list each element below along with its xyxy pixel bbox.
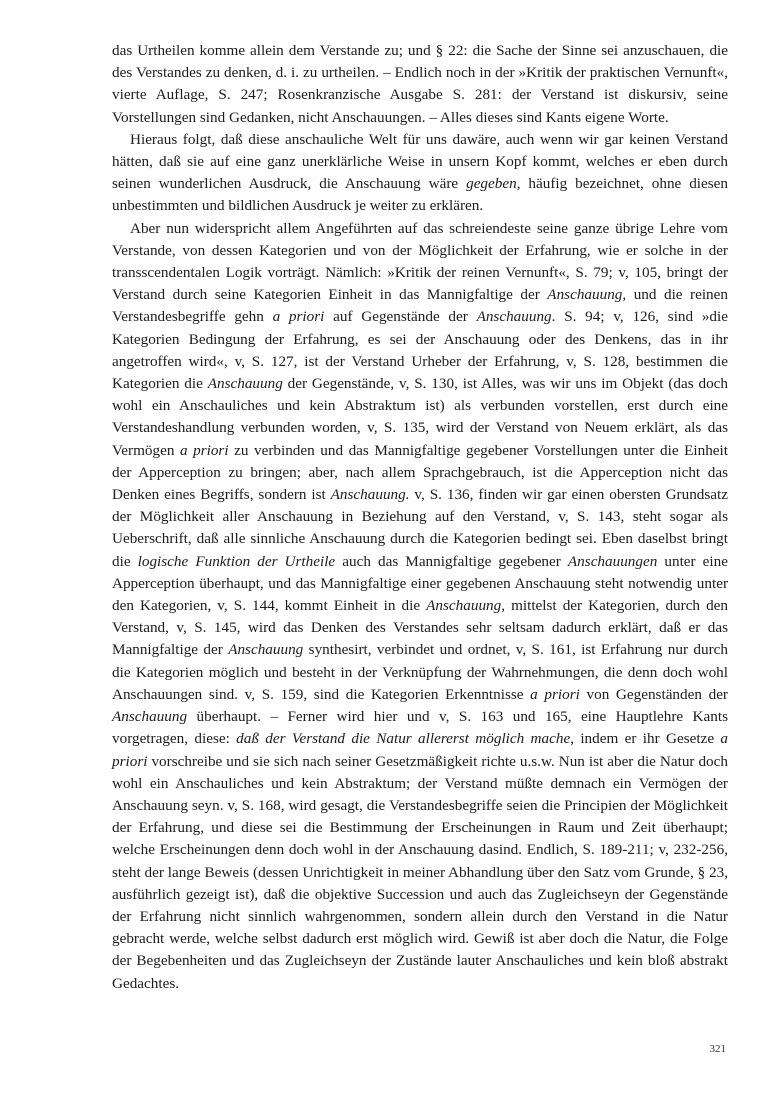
text-run: , häufig bezeichnet, ohne diesen unbestimmten und bildlichen Ausdruck je weiter zu erklären.	[112, 175, 728, 215]
text-run: vorschreibe und sie sich nach seiner Gesetzmäßigkeit richte u.s.w. Nun ist aber die Natur doch wohl ein Anschauliches und kein Abstraktum; der Verstand müßte demnach ein Vermögen der Anschauung seyn. v, S. 168, wird gesagt, die Verstandesbegriffe seien die Principien der Möglichkeit der Erfahrung, und diese sei die Bestimmung der Erscheinungen in Raum und Zeit überhaupt; welche Erscheinungen denn doch wohl in der Anschauung dasind. Endlich, S. 189-211; v, 232-256, steht der lange Beweis (dessen Unrichtigkeit in meiner Abhandlung über den Satz vom Grunde, § 23, ausführlich gezeigt ist), daß die objektive Succession und auch das Zugleichseyn der Gegenstände der Erfahrung nicht sinnlich wahrgenommen, sondern allein durch den Verstand in die Natur gebracht werde, welche selbst dadurch erst möglich wird. Gewiß ist aber doch die Natur, die Folge der Begebenheiten und das Zugleichseyn der Zustände lauter Anschauliches und kein bloß abstrakt Gedachtes.	[112, 752, 728, 992]
italic-text: Anschauung	[476, 308, 552, 326]
text-run: überhaupt. – Ferner wird hier und v, S. 163 und 165, eine Hauptlehre Kants vorgetragen, diese:	[112, 708, 728, 748]
italic-text: Anschauung.	[330, 486, 410, 504]
text-run: v, S. 136, finden wir gar einen obersten Grundsatz der Möglichkeit aller Anschauung in Beziehung auf den Verstand, v, S. 143, steht sogar als Ueberschrift, daß alle sinnliche Anschauung durch die Kategorien bedingt sei. Eben daselbst bringt die	[112, 486, 728, 570]
page-body	[112, 40, 728, 995]
paragraph-3	[112, 218, 728, 995]
italic-text: Anschauung	[228, 641, 304, 659]
text-run: Hieraus folgt, daß diese anschauliche Welt für uns dawäre, auch wenn wir gar keinen Verstand hätten, daß sie auf eine ganz unerklärliche Weise in unsern Kopf kommt, welches er eben durch seinen wunderlichen Ausdruck, die Anschauung wäre	[112, 130, 728, 193]
text-run: zu verbinden und das Mannigfaltige gegebener Vorstellungen unter die Einheit der Apperception zu bringen; aber, nach allem Sprachgebrauch, ist die Apperception nicht das Denken eines Begriffs, sondern ist	[112, 441, 728, 504]
text-run: synthesirt, verbindet und ordnet, v, S. 161, ist Erfahrung nur durch die Kategorien möglich und besteht in der Verknüpfung der Wahrnehmungen, die denn doch wohl Anschauungen sind. v, S. 159, sind die Kategorien Erkenntnisse	[112, 641, 728, 703]
italic-text: a priori	[530, 685, 580, 703]
text-run: Aber nun widerspricht allem Angeführten auf das schreiendeste seine ganze übrige Lehre vom Verstande, von dessen Kategorien und von der Möglichkeit der Erfahrung, wie er solche in der transscendentalen Logik vorträgt. Nämlich: »Kritik der reinen Vernunft«, S. 79; v, 105, bringt der Verstand durch seine Kategorien Einheit in das Mannigfaltige der	[112, 219, 728, 304]
text-run: auf Gegenstände der	[324, 308, 477, 326]
italic-text: a priori	[179, 441, 229, 459]
italic-text: gegeben	[466, 175, 517, 193]
italic-text: logische Funktion der Urtheile	[137, 552, 336, 570]
text-run: , und die reinen Verstandesbegriffe gehn	[112, 286, 728, 326]
italic-text: Anschauung	[547, 286, 623, 304]
text-run: . S. 94; v, 126, sind »die Kategorien Bedingung der Erfahrung, es sei der Anschauung oder des Denkens, das in ihr angetroffen wird«, v, S. 127, ist der Verstand Urheber der Erfahrung, v, S. 128, bestimmen die Kategorien die	[112, 308, 728, 393]
text-run: das Urtheilen komme allein dem Verstande zu; und § 22: die Sache der Sinne sei anzuschauen, die des Verstandes zu denken, d. i. zu urtheilen. – Endlich noch in der »Kritik der praktischen Vernunft«, vierte Auflage, S. 247; Rosenkranzische Ausgabe S. 281: der Verstand ist diskursiv, seine Vorstellungen sind Gedanken, nicht Anschauungen. – Alles dieses sind Kants eigene Worte.	[112, 42, 728, 126]
italic-text: a priori	[112, 730, 728, 770]
italic-text: Anschauung	[112, 708, 188, 726]
page-number: 321	[709, 1043, 726, 1055]
italic-text: daß der Verstand die Natur allererst möglich mache	[236, 730, 571, 748]
italic-text: Anschauungen	[567, 552, 658, 570]
paragraph-2	[112, 129, 728, 218]
italic-text: Anschauung	[426, 597, 502, 615]
text-run: , mittelst der Kategorien, durch den Verstand, v, S. 145, wird das Denken des Verstandes sehr seltsam dadurch erklärt, daß er das Mannigfaltige der	[112, 597, 729, 659]
paragraph-1	[112, 40, 728, 129]
text-run: der Gegenstände, v, S. 130, ist Alles, was wir uns im Objekt (das doch wohl ein Anschauliches und kein Abstraktum ist) als verbunden vorstellen, erst durch eine Verstandeshandlung verbunden worden, v, S. 135, wird der Verstand von Neuem erklärt, als das Vermögen	[112, 375, 728, 459]
italic-text: Anschauung	[207, 375, 283, 393]
text-run: unter eine Apperception überhaupt, und das Mannigfaltige einer gegebenen Anschauung steht notwendig unter den Kategorien, v, S. 144, kommt Einheit in die	[112, 552, 728, 615]
text-run: , indem er ihr Gesetze	[570, 730, 721, 748]
text-run: auch das Mannigfaltige gegebener	[335, 552, 568, 570]
italic-text: a priori	[272, 308, 325, 326]
text-run: von Gegenständen der	[579, 685, 728, 703]
